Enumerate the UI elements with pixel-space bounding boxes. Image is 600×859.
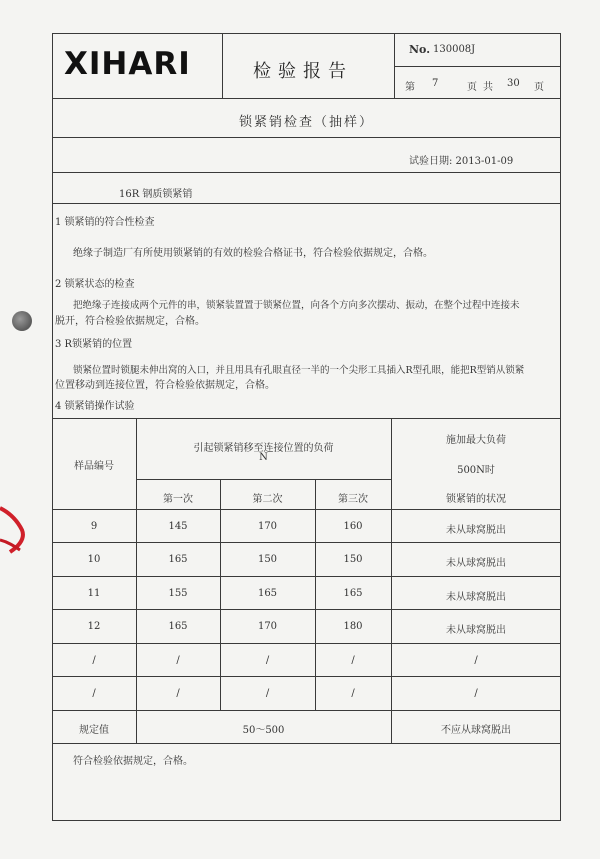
cell-third: /	[351, 688, 355, 699]
cell-state: /	[474, 655, 478, 666]
item-2-body-line: 把绝缘子连接成两个元件的串，锁紧装置置于锁紧位置，向各个方向多次摆动、振动，在整个过程中连接未	[73, 300, 520, 311]
cell-first: /	[176, 688, 180, 699]
col-header-state-3: 锁紧销的状况	[446, 494, 506, 505]
cell-first: 155	[168, 588, 188, 599]
cell-sample: 10	[87, 554, 101, 565]
cell-state: /	[474, 688, 478, 699]
cell-third: 180	[343, 621, 363, 632]
page-total: 30	[507, 78, 520, 89]
cell-state: 未从球窝脱出	[446, 625, 506, 636]
cell-sample: 12	[87, 621, 101, 632]
report-no-label: No.	[409, 43, 431, 56]
cell-state: 未从球窝脱出	[446, 592, 506, 603]
item-1-heading: 1 锁紧销的符合性检查	[55, 217, 155, 228]
section-title: 锁紧销检查（抽样）	[238, 115, 374, 130]
cell-third: /	[351, 655, 355, 666]
conclusion-text: 符合检验依据规定，合格。	[73, 756, 193, 767]
page-number: 7	[432, 78, 439, 89]
col-header-second: 第二次	[252, 494, 283, 505]
cell-first: /	[176, 655, 180, 666]
product-name: 16R 钢质锁紧销	[119, 189, 193, 200]
col-header-state-1: 施加最大负荷	[446, 435, 506, 446]
cell-second: /	[265, 688, 270, 699]
cell-sample: /	[92, 655, 96, 666]
cell-sample: 9	[90, 521, 98, 532]
col-header-third: 第三次	[338, 494, 368, 505]
cell-first: 165	[168, 554, 188, 565]
cell-state: 未从球窝脱出	[446, 525, 506, 536]
cell-state: 未从球窝脱出	[446, 558, 506, 569]
company-logo: XIHARI	[64, 46, 191, 82]
col-header-first: 第一次	[163, 494, 193, 505]
cell-third: 165	[343, 588, 363, 599]
cell-second: /	[265, 655, 270, 666]
cell-first: 165	[168, 621, 188, 632]
report-title: 检验报告	[253, 61, 353, 82]
spec-range: 50～500	[242, 725, 285, 736]
page-label-3: 页	[534, 82, 544, 93]
test-date: 试验日期: 2013-01-09	[409, 156, 514, 167]
item-4-heading: 4 锁紧销操作试验	[55, 401, 135, 412]
item-3-body-line: 位置移动到连接位置，符合检验依据规定，合格。	[55, 380, 275, 391]
item-2-heading: 2 锁紧状态的检查	[55, 279, 135, 290]
report-no-value: 130008J	[433, 44, 476, 55]
item-2-body-line: 脱开，符合检验依据规定，合格。	[55, 316, 205, 327]
spec-state: 不应从球窝脱出	[441, 725, 511, 736]
cell-sample: /	[92, 688, 96, 699]
cell-sample: 11	[87, 588, 101, 599]
col-header-load: 引起锁紧销移至连接位置的负荷	[193, 443, 334, 454]
cell-third: 150	[343, 554, 363, 565]
col-header-load-unit: N	[259, 452, 268, 463]
cell-second: 150	[257, 554, 278, 565]
binding-hole	[12, 311, 32, 331]
item-3-body-line: 锁紧位置时锁腿未伸出窝的入口，并且用具有孔眼直径一半的一个尖形工具插入R型孔眼，能把R型销从锁紧	[73, 365, 525, 376]
binding-string	[0, 500, 40, 570]
col-header-sample: 样品编号	[74, 461, 114, 472]
cell-third: 160	[343, 521, 363, 532]
cell-second: 165	[257, 588, 278, 599]
item-1-body-line: 绝缘子制造厂有所使用锁紧销的有效的检验合格证书，符合检验依据规定，合格。	[73, 248, 433, 259]
cell-first: 145	[168, 521, 188, 532]
item-3-heading: 3 R锁紧销的位置	[55, 339, 133, 350]
spec-label: 规定值	[79, 725, 109, 736]
cell-second: 170	[257, 621, 278, 632]
col-header-state-2: 500N时	[457, 465, 495, 476]
page-label-2: 页共	[467, 82, 499, 93]
cell-second: 170	[257, 521, 278, 532]
page-label-1: 第	[405, 82, 415, 93]
